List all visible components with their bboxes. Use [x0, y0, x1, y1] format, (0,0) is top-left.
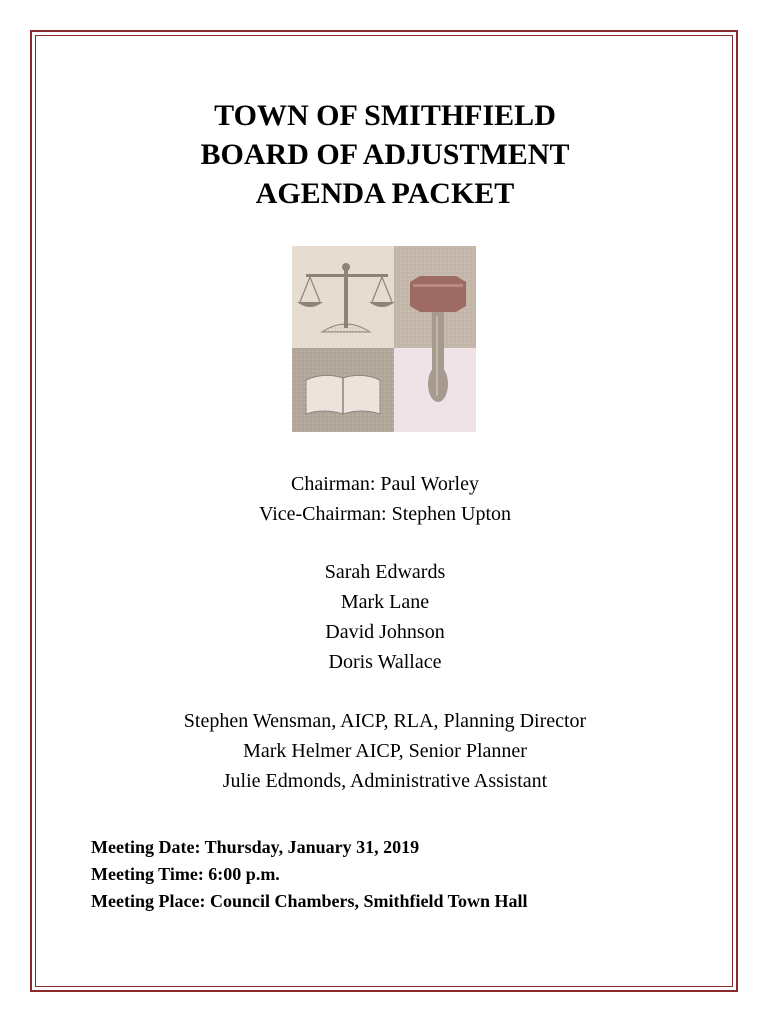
staff-block	[0, 706, 770, 796]
member-name: Doris Wallace	[328, 651, 442, 673]
meeting-place: Meeting Place: Council Chambers, Smithfield Town Hall	[91, 891, 528, 911]
staff-name: Julie Edmonds, Administrative Assistant	[222, 770, 548, 792]
member-name: Sarah Edwards	[324, 561, 446, 583]
member-name: Mark Lane	[340, 591, 430, 613]
meeting-date: Meeting Date: Thursday, January 31, 2019	[91, 837, 420, 857]
officers-block	[0, 469, 770, 529]
staff-name: Mark Helmer AICP, Senior Planner	[243, 740, 527, 762]
chairman-name: Chairman: Paul Worley	[291, 473, 479, 495]
title-line: AGENDA PACKET	[255, 177, 515, 210]
meeting-details	[91, 834, 528, 915]
document-title	[0, 96, 770, 213]
emblem-tile-top-left	[292, 246, 394, 348]
justice-emblem	[292, 246, 476, 432]
meeting-time: Meeting Time: 6:00 p.m.	[91, 864, 280, 884]
title-line: TOWN OF SMITHFIELD	[214, 99, 556, 132]
open-book-icon	[306, 375, 380, 414]
staff-name: Stephen Wensman, AICP, RLA, Planning Director	[183, 710, 587, 732]
members-block	[0, 557, 770, 677]
title-line: BOARD OF ADJUSTMENT	[200, 138, 570, 171]
member-name: David Johnson	[325, 621, 445, 643]
vice-chairman-name: Vice-Chairman: Stephen Upton	[258, 503, 512, 525]
